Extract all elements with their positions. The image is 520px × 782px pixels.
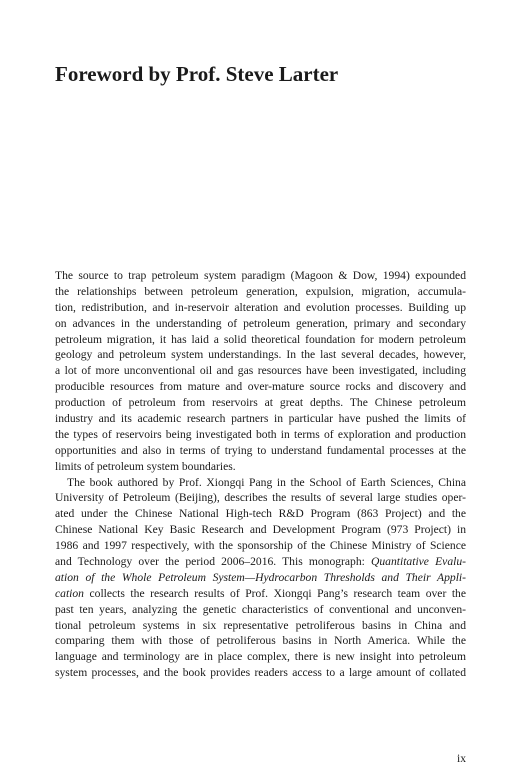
text-line: production of petroleum from reservoirs at great depths. The Chinese petroleum xyxy=(55,396,466,410)
text-line: the types of reservoirs being investigated both in terms of exploration and production xyxy=(55,427,466,441)
text-line: producible resources from mature and over-mature source rocks and discovery and xyxy=(55,380,466,394)
text-line: University of Petroleum (Beijing), describes the results of several large studies oper- xyxy=(55,491,466,505)
page-title: Foreword by Prof. Steve Larter xyxy=(55,62,339,86)
book-title-segment: cation xyxy=(55,586,84,600)
text-line: comparing them with those of petroliferous basins in North America. While the xyxy=(55,634,466,648)
text-line xyxy=(55,554,466,570)
text-line: past ten years, analyzing the genetic characteristics of conventional and unconven- xyxy=(55,602,466,616)
text-segment: and Technology over the period 2006–2016. This monograph: xyxy=(55,555,371,569)
text-line: tion, redistribution, and in-reservoir alteration and evolution processes. Building up xyxy=(55,300,466,314)
text-line: language and terminology are in place complex, there is new insight into petroleum xyxy=(55,650,466,664)
text-line: geology and petroleum system understandings. In the last several decades, however, xyxy=(55,348,466,362)
text-line: on advances in the understanding of petroleum generation, primary and secondary xyxy=(55,316,466,330)
text-line: Chinese National Key Basic Research and Development Program (973 Project) in xyxy=(55,523,466,537)
book-title-line: ation of the Whole Petroleum System—Hydrocarbon Thresholds and Their Appli- xyxy=(55,570,466,584)
page-number: ix xyxy=(456,752,466,765)
text-line: the relationships between petroleum generation, expulsion, migration, accumula- xyxy=(55,284,466,298)
book-title-segment: Quantitative Evalu- xyxy=(371,555,466,569)
text-line xyxy=(55,586,466,602)
text-line: tional petroleum systems in six representative petroliferous basins in China and xyxy=(55,618,466,632)
text-line: ated under the Chinese National High-tech R&D Program (863 Project) and the xyxy=(55,507,466,521)
text-line: opportunities and also in terms of trying to understand fundamental processes at the xyxy=(55,443,466,457)
text-line: system processes, and the book provides readers access to a large amount of collated xyxy=(55,666,466,680)
text-line: 1986 and 1997 respectively, with the sponsorship of the Chinese Ministry of Science xyxy=(55,539,466,553)
text-line: limits of petroleum system boundaries. xyxy=(55,459,236,473)
text-line: a lot of more unconventional oil and gas resources have been investigated, including xyxy=(55,364,466,378)
body-text xyxy=(55,268,466,681)
paragraph-2 xyxy=(55,475,466,682)
text-line: The source to trap petroleum system paradigm (Magoon & Dow, 1994) expounded xyxy=(55,269,466,282)
text-line: petroleum migration, it has laid a solid theoretical foundation for modern petroleum xyxy=(55,332,466,346)
paragraph-1 xyxy=(55,268,466,475)
text-line: industry and its academic research partners in particular have pushed the limits of xyxy=(55,412,466,426)
text-segment: collects the research results of Prof. Xiongqi Pang’s research team over the xyxy=(83,586,466,600)
text-line: The book authored by Prof. Xiongqi Pang in the School of Earth Sciences, China xyxy=(67,475,466,489)
